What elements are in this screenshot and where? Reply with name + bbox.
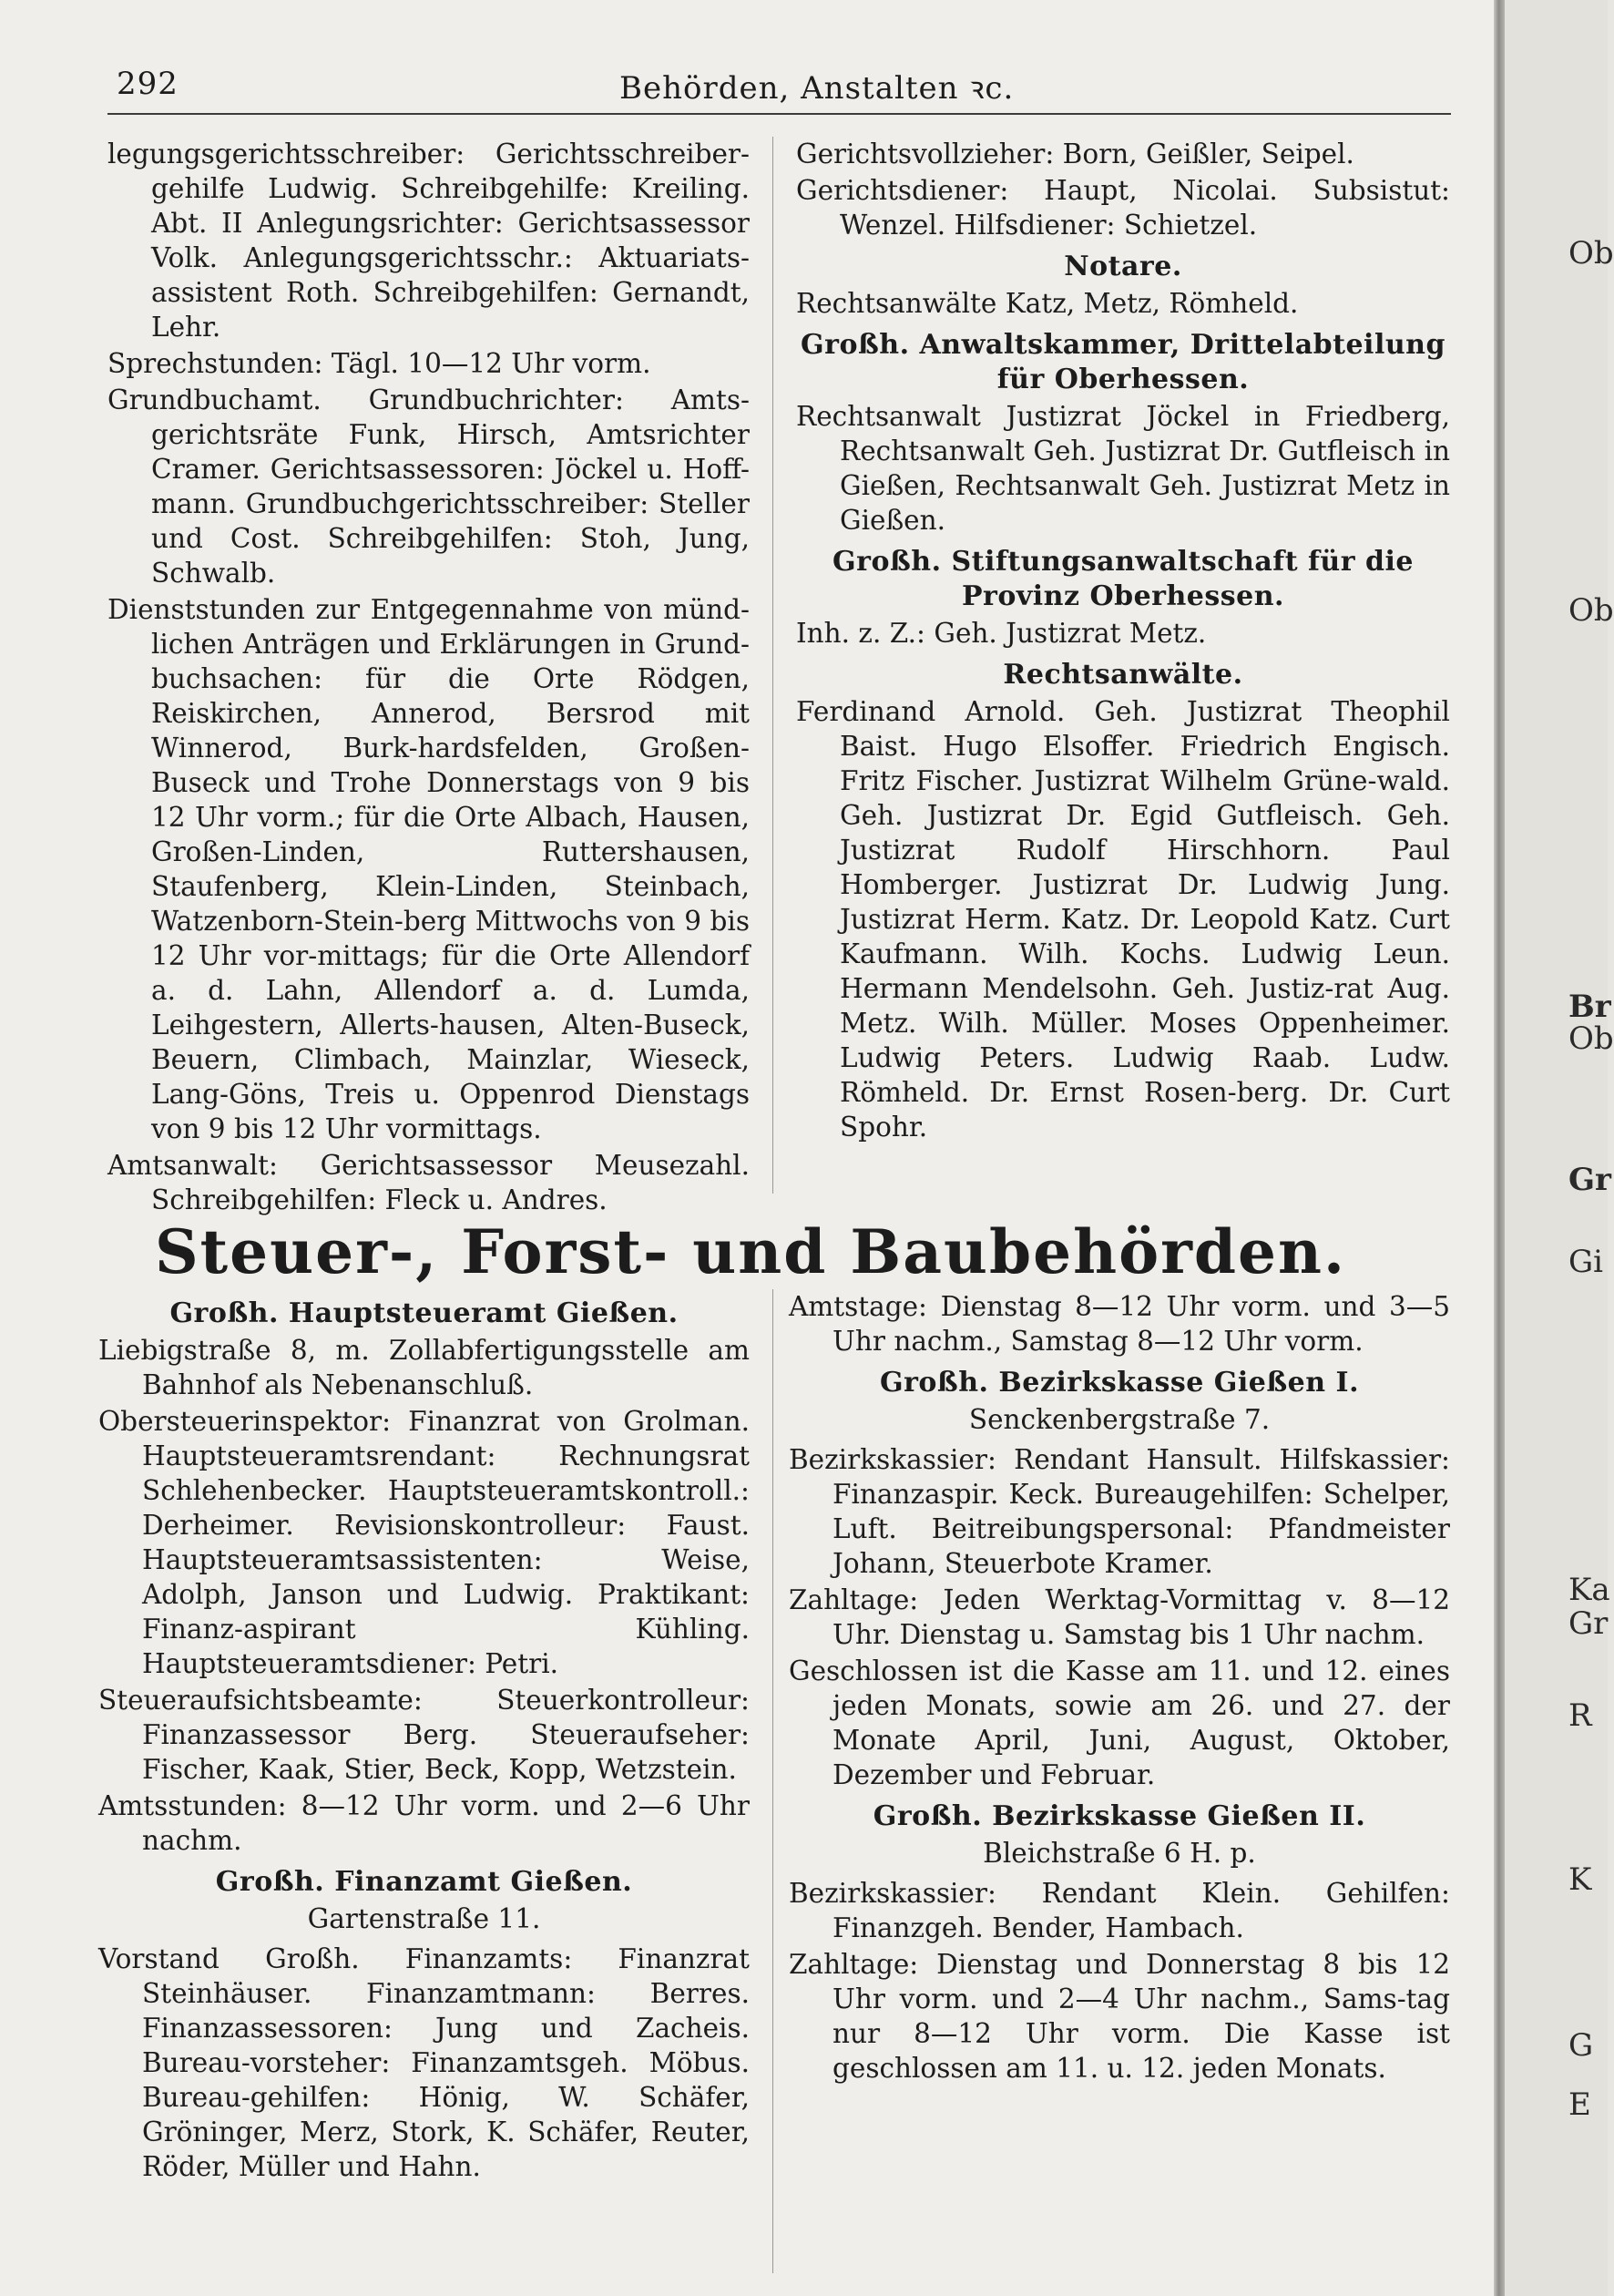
header-rule xyxy=(107,113,1451,115)
paragraph-hauptsteueramt-address: Liebigstraße 8, m. Zollabfertigungsstelle am Bahnhof als Nebenanschluß. xyxy=(98,1335,750,1400)
paragraph-sprechstunden: Sprechstunden: Tägl. 10—12 Uhr vorm. xyxy=(107,348,651,379)
section-title: Steuer-, Forst- und Baubehörden. xyxy=(155,1216,1346,1287)
paragraph-amtsanwalt: Amtsanwalt: Gerichtsassessor Meusezahl. Schreibgehilfen: Fleck u. Andres. xyxy=(107,1150,750,1215)
paragraph-bezirkskasse-2-zahltage: Zahltage: Dienstag und Donnerstag 8 bis 12 Uhr vorm. und 2—4 Uhr nachm., Sams-tag nur 8—12 Uhr vorm. Die Kasse ist geschlossen am 11. u. 12. jeden Monats. xyxy=(789,1949,1450,2084)
paragraph-rechtsanwaelte: Ferdinand Arnold. Geh. Justizrat Theophil Baist. Hugo Elsoffer. Friedrich Engisch. Fritz Fischer. Justizrat Wilhelm Grüne-wald. Geh. Justizrat Dr. Egid Gutfleisch. Geh. Justizrat Rudolf Hirschhorn. Paul Homberger. Justizrat Dr. Ludwig Jung. Justizrat Herm. Katz. Dr. Leopold Katz. Curt Kaufmann. Wilh. Kochs. Ludwig Leun. Hermann Mendelsohn. Geh. Justiz-rat Aug. Metz. Wilh. Müller. Moses Oppenheimer. Ludwig Peters. Ludwig Raab. Ludw. Römheld. Dr. Ernst Rosen-berg. Dr. Curt Spohr. xyxy=(796,696,1450,1143)
column-divider-bottom xyxy=(772,1289,773,2273)
paragraph-amtsstunden: Amtsstunden: 8—12 Uhr vorm. und 2—6 Uhr nachm. xyxy=(98,1790,750,1856)
edge-fragment: Ob xyxy=(1568,1020,1614,1057)
book-gutter xyxy=(1494,0,1505,2296)
top-left-column xyxy=(107,137,750,1219)
paragraph-notare: Rechtsanwälte Katz, Metz, Römheld. xyxy=(796,288,1299,319)
heading-stiftungsanwaltschaft: Großh. Stiftungsanwaltschaft für die Provinz Oberhessen. xyxy=(833,546,1414,612)
paragraph-finanzamt: Vorstand Großh. Finanzamts: Finanzrat Steinhäuser. Finanzamtmann: Berres. Finanzassessoren: Jung und Zacheis. Bureau-vorsteher: Finanzamtsgeh. Möbus. Bureau-gehilfen: Hönig, W. Schäfer, Gröninger, Merz, Stork, K. Schäfer, Reuter, Röder, Müller und Hahn. xyxy=(98,1943,750,2182)
finanzamt-address: Gartenstraße 11. xyxy=(307,1903,541,1934)
paragraph-hauptsteueramt-staff: Obersteuerinspektor: Finanzrat von Grolman. Hauptsteueramtsrendant: Rechnungsrat Schlehenbecker. Hauptsteueramtskontroll.: Derheimer. Revisionskontrolleur: Faust. Hauptsteueramtsassistenten: Weise, Adolph, Janson und Ludwig. Praktikant: Finanz-aspirant Kühling. Hauptsteueramtsdiener: Petri. xyxy=(98,1406,750,1679)
paragraph-dienststunden: Dienststunden zur Entgegennahme von münd-lichen Anträgen und Erklärungen in Grund-buchsachen: für die Orte Rödgen, Reiskirchen, Annerod, Bersrod mit Winnerod, Burk-hardsfelden, Großen-Buseck und Trohe Donnerstags von 9 bis 12 Uhr vorm.; für die Orte Albach, Hausen, Großen-Linden, Ruttershausen, Staufenberg, Klein-Linden, Steinbach, Watzenborn-Stein-berg Mittwochs von 9 bis 12 Uhr vor-mittags; für die Orte Allendorf a. d. Lahn, Allendorf a. d. Lumda, Leihgestern, Allerts-hausen, Alten-Buseck, Beuern, Climbach, Mainzlar, Wieseck, Lang-Göns, Treis u. Oppenrod Dienstags von 9 bis 12 Uhr vormittags. xyxy=(107,594,750,1144)
heading-rechtsanwaelte: Rechtsanwälte. xyxy=(1003,659,1243,691)
paragraph-anlegung: legungsgerichtsschreiber: Gerichtsschreiber-gehilfe Ludwig. Schreibgehilfe: Kreiling. Abt. II Anlegungsrichter: Gerichtsassessor Volk. Anlegungsgerichtsschr.: Aktuariats-assistent Roth. Schreibgehilfen: Gernandt, Lehr. xyxy=(107,138,750,343)
paragraph-bezirkskasse-1-geschlossen: Geschlossen ist die Kasse am 11. und 12. eines jeden Monats, sowie am 26. und 27. der Monate April, Juni, August, Oktober, Dezember und Februar. xyxy=(789,1655,1450,1790)
paragraph-anwaltskammer: Rechtsanwalt Justizrat Jöckel in Friedberg, Rechtsanwalt Geh. Justizrat Dr. Gutfleisch in Gießen, Rechtsanwalt Geh. Justizrat Metz in Gießen. xyxy=(796,401,1450,536)
heading-bezirkskasse-2: Großh. Bezirkskasse Gießen II. xyxy=(873,1800,1366,1832)
edge-fragment: Ob xyxy=(1568,235,1614,272)
page-number: 292 xyxy=(117,66,179,102)
paragraph-amtstage: Amtstage: Dienstag 8—12 Uhr vorm. und 3—5 Uhr nachm., Samstag 8—12 Uhr vorm. xyxy=(789,1291,1450,1357)
edge-fragment: Gr xyxy=(1568,1162,1611,1198)
edge-fragment: K xyxy=(1568,1861,1592,1898)
edge-fragment: G xyxy=(1568,2027,1594,2064)
edge-fragment: Br xyxy=(1568,989,1611,1025)
paragraph-bezirkskasse-1-staff: Bezirkskassier: Rendant Hansult. Hilfskassier: Finanzaspir. Keck. Bureaugehilfen: Schelper, Luft. Beitreibungspersonal: Pfandmeister Johann, Steuerbote Kramer. xyxy=(789,1444,1450,1579)
bottom-right-column xyxy=(789,1289,1450,2087)
next-page-edge xyxy=(1505,0,1614,2296)
paragraph-stiftungsanwaltschaft: Inh. z. Z.: Geh. Justizrat Metz. xyxy=(796,618,1207,649)
paragraph-steueraufsicht: Steueraufsichtsbeamte: Steuerkontrolleur: Finanzassessor Berg. Steueraufseher: Fischer, Kaak, Stier, Beck, Kopp, Wetzstein. xyxy=(98,1685,750,1785)
paragraph-gerichtsdiener: Gerichtsdiener: Haupt, Nicolai. Subsistut: Wenzel. Hilfsdiener: Schietzel. xyxy=(796,175,1450,241)
paragraph-bezirkskasse-2-staff: Bezirkskassier: Rendant Klein. Gehilfen: Finanzgeh. Bender, Hambach. xyxy=(789,1878,1450,1943)
edge-fragment: Ka xyxy=(1568,1572,1610,1608)
paragraph-bezirkskasse-1-zahltage: Zahltage: Jeden Werktag-Vormittag v. 8—12 Uhr. Dienstag u. Samstag bis 1 Uhr nachm. xyxy=(789,1584,1450,1650)
edge-fragment: Ob xyxy=(1568,592,1614,629)
bezirkskasse-2-address: Bleichstraße 6 H. p. xyxy=(983,1838,1256,1869)
top-right-column xyxy=(796,137,1450,1146)
running-head: Behörden, Anstalten ꝛc. xyxy=(619,70,1015,107)
page-header xyxy=(0,66,1501,111)
heading-anwaltskammer: Großh. Anwaltskammer, Drittelabteilung für Oberhessen. xyxy=(801,329,1445,395)
heading-bezirkskasse-1: Großh. Bezirkskasse Gießen I. xyxy=(879,1367,1360,1399)
paragraph-grundbuchamt: Grundbuchamt. Grundbuchrichter: Amts-gerichtsräte Funk, Hirsch, Amtsrichter Cramer. Gerichtsassessoren: Jöckel u. Hoff-mann. Grundbuchgerichtsschreiber: Steller und Cost. Schreibgehilfen: Stoh, Jung, Schwalb. xyxy=(107,384,750,589)
bottom-left-column xyxy=(98,1289,750,2186)
heading-hauptsteueramt: Großh. Hauptsteueramt Gießen. xyxy=(169,1297,679,1329)
edge-fragment: Gr xyxy=(1568,1605,1609,1642)
edge-fragment: R xyxy=(1568,1697,1592,1734)
bezirkskasse-1-address: Senckenbergstraße 7. xyxy=(968,1404,1271,1435)
heading-finanzamt: Großh. Finanzamt Gießen. xyxy=(215,1866,633,1898)
edge-fragment: Gi xyxy=(1568,1244,1604,1280)
paragraph-gerichtsvollzieher: Gerichtsvollzieher: Born, Geißler, Seipel. xyxy=(796,138,1354,169)
heading-notare: Notare. xyxy=(1064,251,1182,282)
column-divider-top xyxy=(772,137,773,1194)
edge-fragment: E xyxy=(1568,2086,1591,2123)
